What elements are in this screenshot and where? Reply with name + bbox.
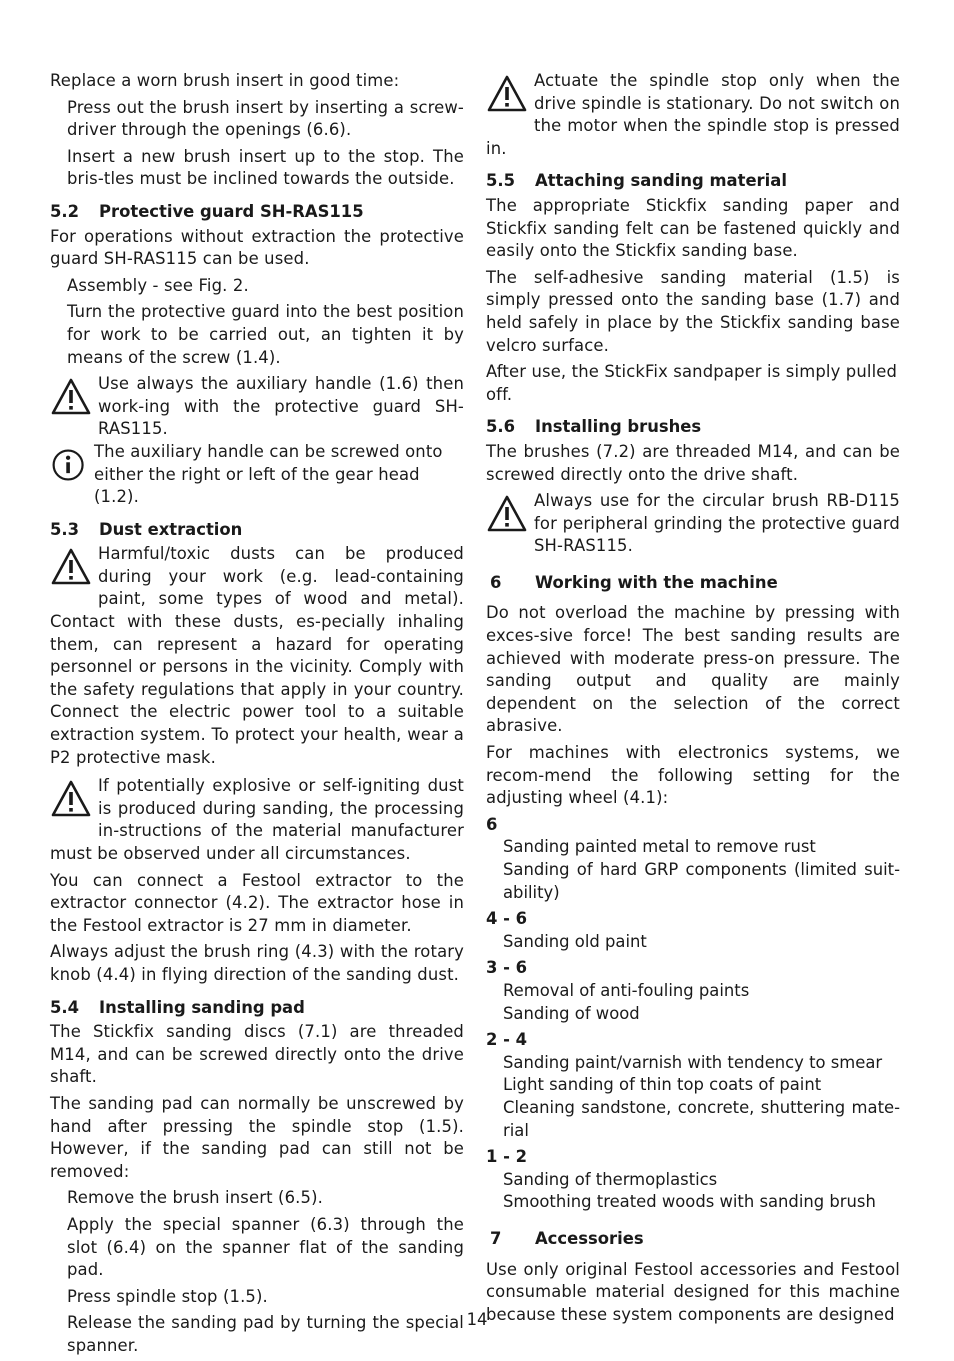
setting-item: Sanding old paint (503, 931, 647, 951)
info-text: The auxiliary handle can be screwed onto either the right or left of the gear head (1.2). (94, 441, 443, 507)
section-5-6-heading (486, 416, 900, 439)
setting-item: Light sanding of thin top coats of paint (503, 1075, 822, 1095)
section-6-heading (486, 572, 900, 595)
section-number: 7 (490, 1228, 502, 1248)
section-number: 5.2 (50, 201, 80, 221)
section-number: 6 (490, 572, 502, 592)
section-number: 5.3 (50, 519, 80, 539)
warning-notice-spindle-stop (486, 70, 900, 160)
section-5-2-heading (50, 201, 464, 224)
brush-step-1: Press out the brush insert by inserting a screw-driver through the openings (6.6). (67, 97, 464, 140)
warning-triangle-icon (50, 547, 92, 587)
setting-item: Sanding of thermoplastics (503, 1169, 718, 1189)
setting-group (486, 1029, 900, 1142)
section-5-5-heading (486, 170, 900, 193)
setting-label: 1 - 2 (486, 1147, 528, 1167)
brush-intro: Replace a worn brush insert in good time: (50, 71, 400, 90)
section-5-6-para: The brushes (7.2) are threaded M14, and can be screwed directly onto the drive shaft. (486, 441, 900, 484)
setting-group (486, 814, 900, 904)
section-5-5-para-3: After use, the StickFix sandpaper is simply pulled off. (486, 362, 898, 404)
section-7-heading (486, 1228, 900, 1251)
setting-label: 2 - 4 (486, 1030, 528, 1050)
setting-group (486, 957, 900, 1025)
right-column (486, 70, 900, 1330)
setting-item: Sanding paint/varnish with tendency to smear (503, 1052, 883, 1072)
warning-text: Harmful/toxic dusts can be produced during your work (e.g. lead-containing paint, some types of wood and metal). Contact with these dusts, es-pecially inhaling them, can represent a hazard for operating personnel or persons in the vicinity. Comply with the safety regulations that apply in your country. Connect the electric power tool to a suitable extraction system. To protect your health, wear a P2 protective mask. (50, 544, 464, 767)
setting-label: 4 - 6 (486, 909, 528, 929)
warning-triangle-icon (486, 74, 528, 114)
section-5-4-para-2: The sanding pad can normally be unscrewed by hand after pressing the spindle stop (1.5). However, if the sanding pad can still not be removed: (50, 1093, 464, 1181)
setting-item: Sanding of hard GRP components (limited suit-ability) (503, 860, 900, 902)
warning-text: Always use for the circular brush RB-D115 for peripheral grinding the protective guard SH-RAS115. (534, 491, 900, 556)
warning-notice-harmful-dust (50, 543, 464, 769)
warning-text: Use always the auxiliary handle (1.6) then work-ing with the protective guard SH-RAS115. (98, 374, 464, 439)
left-column (50, 70, 464, 1361)
section-title: Installing sanding pad (99, 997, 305, 1017)
section-5-3-para-2: Always adjust the brush ring (4.3) with the rotary knob (4.4) in flying direction of the sanding dust. (50, 942, 464, 984)
warning-triangle-icon (50, 377, 92, 417)
section-title: Installing brushes (535, 417, 702, 437)
warning-triangle-icon (50, 779, 92, 819)
section-title: Protective guard SH-RAS115 (99, 201, 364, 221)
page-number: 14 (466, 1310, 488, 1329)
section-number: 5.5 (486, 171, 516, 191)
warning-text: Actuate the spindle stop only when the drive spindle is stationary. Do not switch on the motor when the spindle stop is pressed in. (486, 71, 900, 158)
section-number: 5.6 (486, 417, 516, 437)
section-5-2-para: For operations without extraction the protective guard SH-RAS115 can be used. (50, 226, 464, 269)
section-number: 5.4 (50, 997, 80, 1017)
section-title: Working with the machine (535, 572, 778, 592)
warning-notice-auxiliary-handle (50, 373, 464, 441)
setting-item: Sanding of wood (503, 1003, 640, 1023)
setting-item: Smoothing treated woods with sanding brush (503, 1192, 876, 1212)
section-5-3-para-1: You can connect a Festool extractor to the extractor connector (4.2). The extractor hose in the Festool extractor is 27 mm in diameter. (50, 870, 464, 935)
setting-item: Removal of anti-fouling paints (503, 980, 750, 1000)
section-5-2-step-1: Assembly - see Fig. 2. (67, 275, 249, 295)
section-5-4-heading (50, 997, 464, 1020)
warning-text: If potentially explosive or self-igniting dust is produced during sanding, the processing in-structions of the material manufacturer must be observed under all circumstances. (50, 776, 464, 863)
section-5-4-step-2: Apply the special spanner (6.3) through the slot (6.4) on the spanner flat of the sanding pad. (67, 1214, 464, 1280)
section-5-5-para-2: The self-adhesive sanding material (1.5) is simply pressed onto the sanding base (1.7) and held safely in place by the Stickfix sanding base velcro surface. (486, 267, 900, 355)
section-5-4-step-1: Remove the brush insert (6.5). (67, 1188, 324, 1208)
brush-step-2: Insert a new brush insert up to the stop. The bris-tles must be inclined towards the outside. (67, 146, 464, 189)
warning-notice-explosive-dust (50, 775, 464, 865)
setting-item: Sanding painted metal to remove rust (503, 837, 816, 857)
section-5-5-para-1: The appropriate Stickfix sanding paper and Stickfix sanding felt can be fastened quickly and easily onto the Stickfix sanding base. (486, 195, 900, 261)
section-5-3-heading (50, 519, 464, 542)
setting-item: Cleaning sandstone, concrete, shuttering mate-rial (503, 1097, 900, 1140)
warning-triangle-icon (486, 494, 528, 534)
setting-label: 3 - 6 (486, 958, 528, 978)
setting-label: 6 (486, 814, 498, 834)
section-title: Accessories (535, 1228, 644, 1248)
section-6-para-1: Do not overload the machine by pressing with exces-sive force! The best sanding results are achieved with moderate press-on pressure. The sanding output and quality are mainly dependent on the selection of the correct abrasive. (486, 603, 900, 736)
info-notice-auxiliary-handle (50, 441, 464, 509)
section-5-4-para-1: The Stickfix sanding discs (7.1) are threaded M14, and can be screwed directly onto the drive shaft. (50, 1022, 464, 1087)
section-title: Attaching sanding material (535, 171, 787, 191)
setting-group (486, 1146, 900, 1214)
section-5-4-step-4: Release the sanding pad by turning the special spanner. (67, 1313, 464, 1355)
setting-group (486, 908, 900, 953)
section-7-para: Use only original Festool accessories and Festool consumable material designed for this machine because these system components are designed (486, 1259, 900, 1324)
section-5-2-step-2: Turn the protective guard into the best position for work to be carried out, an tighten it by means of the screw (1.4). (67, 302, 464, 367)
section-5-4-step-3: Press spindle stop (1.5). (67, 1286, 268, 1306)
warning-notice-circular-brush (486, 490, 900, 558)
section-title: Dust extraction (99, 519, 243, 539)
section-6-para-2: For machines with electronics systems, we recom-mend the following setting for the adjusting wheel (4.1): (486, 743, 900, 808)
info-circle-icon (50, 445, 88, 485)
